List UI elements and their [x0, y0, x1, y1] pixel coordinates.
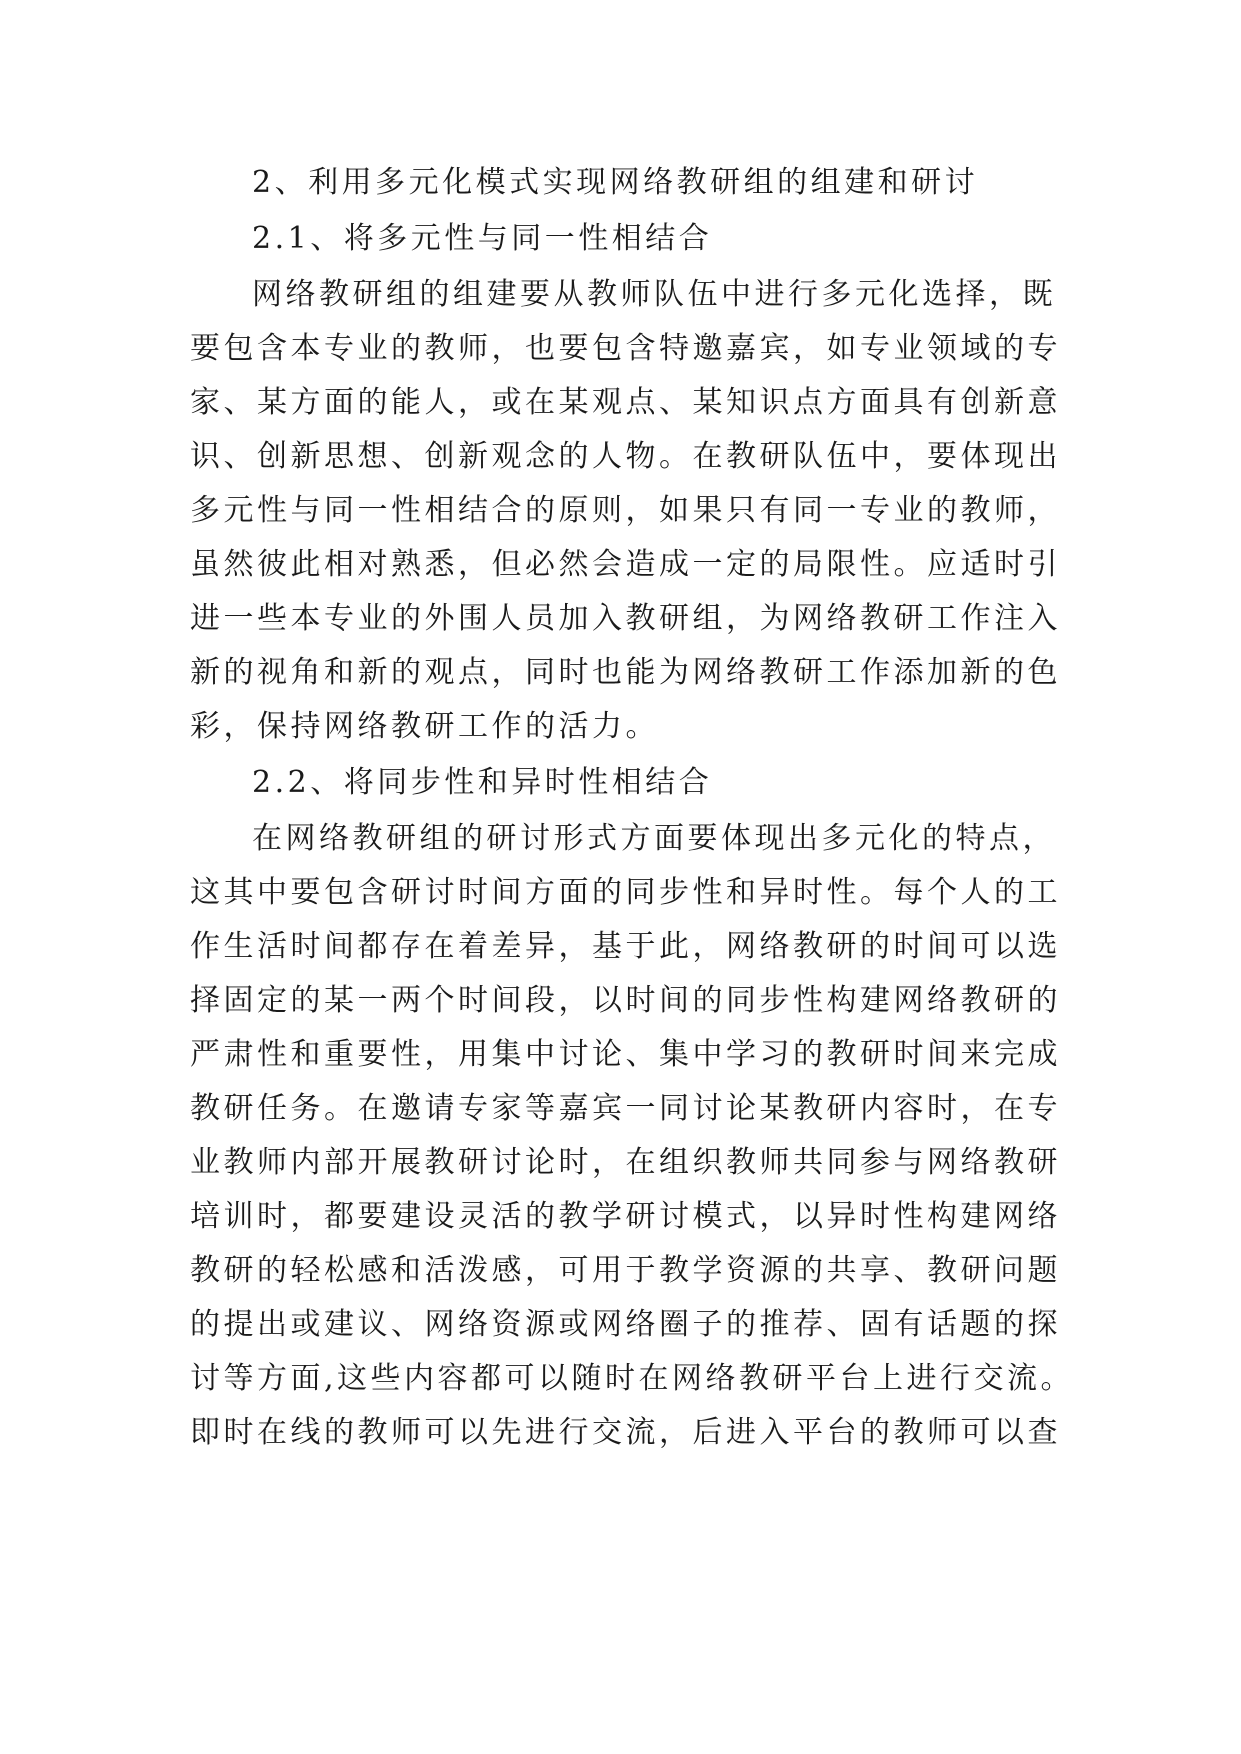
- subsection-heading-2-1: 2.1、将多元性与同一性相结合: [252, 221, 713, 256]
- paragraph-line: 讨等方面,这些内容都可以随时在网络教研平台上进行交流。: [190, 1361, 1075, 1396]
- subsection-heading-2-2: 2.2、将同步性和异时性相结合: [252, 765, 713, 800]
- paragraph-line: 业教师内部开展教研讨论时，在组织教师共同参与网络教研: [190, 1145, 1061, 1180]
- paragraph-line: 要包含本专业的教师，也要包含特邀嘉宾，如专业领域的专: [190, 331, 1061, 366]
- paragraph-line: 的提出或建议、网络资源或网络圈子的推荐、固有话题的探: [190, 1307, 1061, 1342]
- paragraph-line: 新的视角和新的观点，同时也能为网络教研工作添加新的色: [190, 655, 1061, 690]
- paragraph-line: 进一些本专业的外围人员加入教研组，为网络教研工作注入: [190, 601, 1061, 636]
- paragraph-line: 择固定的某一两个时间段，以时间的同步性构建网络教研的: [190, 983, 1061, 1018]
- paragraph-line: 识、创新思想、创新观念的人物。在教研队伍中，要体现出: [190, 439, 1061, 474]
- section-heading-2: 2、利用多元化模式实现网络教研组的组建和研讨: [252, 165, 979, 200]
- paragraph-line: 即时在线的教师可以先进行交流，后进入平台的教师可以查: [190, 1415, 1061, 1450]
- paragraph-line: 虽然彼此相对熟悉，但必然会造成一定的局限性。应适时引: [190, 547, 1061, 582]
- paragraph-line: 多元性与同一性相结合的原则，如果只有同一专业的教师，: [190, 493, 1061, 528]
- paragraph-line: 在网络教研组的研讨形式方面要体现出多元化的特点，: [252, 821, 1056, 856]
- paragraph-line: 家、某方面的能人，或在某观点、某知识点方面具有创新意: [190, 385, 1061, 420]
- paragraph-line: 这其中要包含研讨时间方面的同步性和异时性。每个人的工: [190, 875, 1061, 910]
- paragraph-line: 彩，保持网络教研工作的活力。: [190, 709, 659, 744]
- paragraph-line: 作生活时间都存在着差异，基于此，网络教研的时间可以选: [190, 929, 1061, 964]
- paragraph-line: 教研任务。在邀请专家等嘉宾一同讨论某教研内容时，在专: [190, 1091, 1061, 1126]
- paragraph-line: 教研的轻松感和活泼感，可用于教学资源的共享、教研问题: [190, 1253, 1061, 1288]
- paragraph-line: 网络教研组的组建要从教师队伍中进行多元化选择，既: [252, 277, 1056, 312]
- paragraph-line: 培训时，都要建设灵活的教学研讨模式，以异时性构建网络: [190, 1199, 1061, 1234]
- paragraph-line: 严肃性和重要性，用集中讨论、集中学习的教研时间来完成: [190, 1037, 1061, 1072]
